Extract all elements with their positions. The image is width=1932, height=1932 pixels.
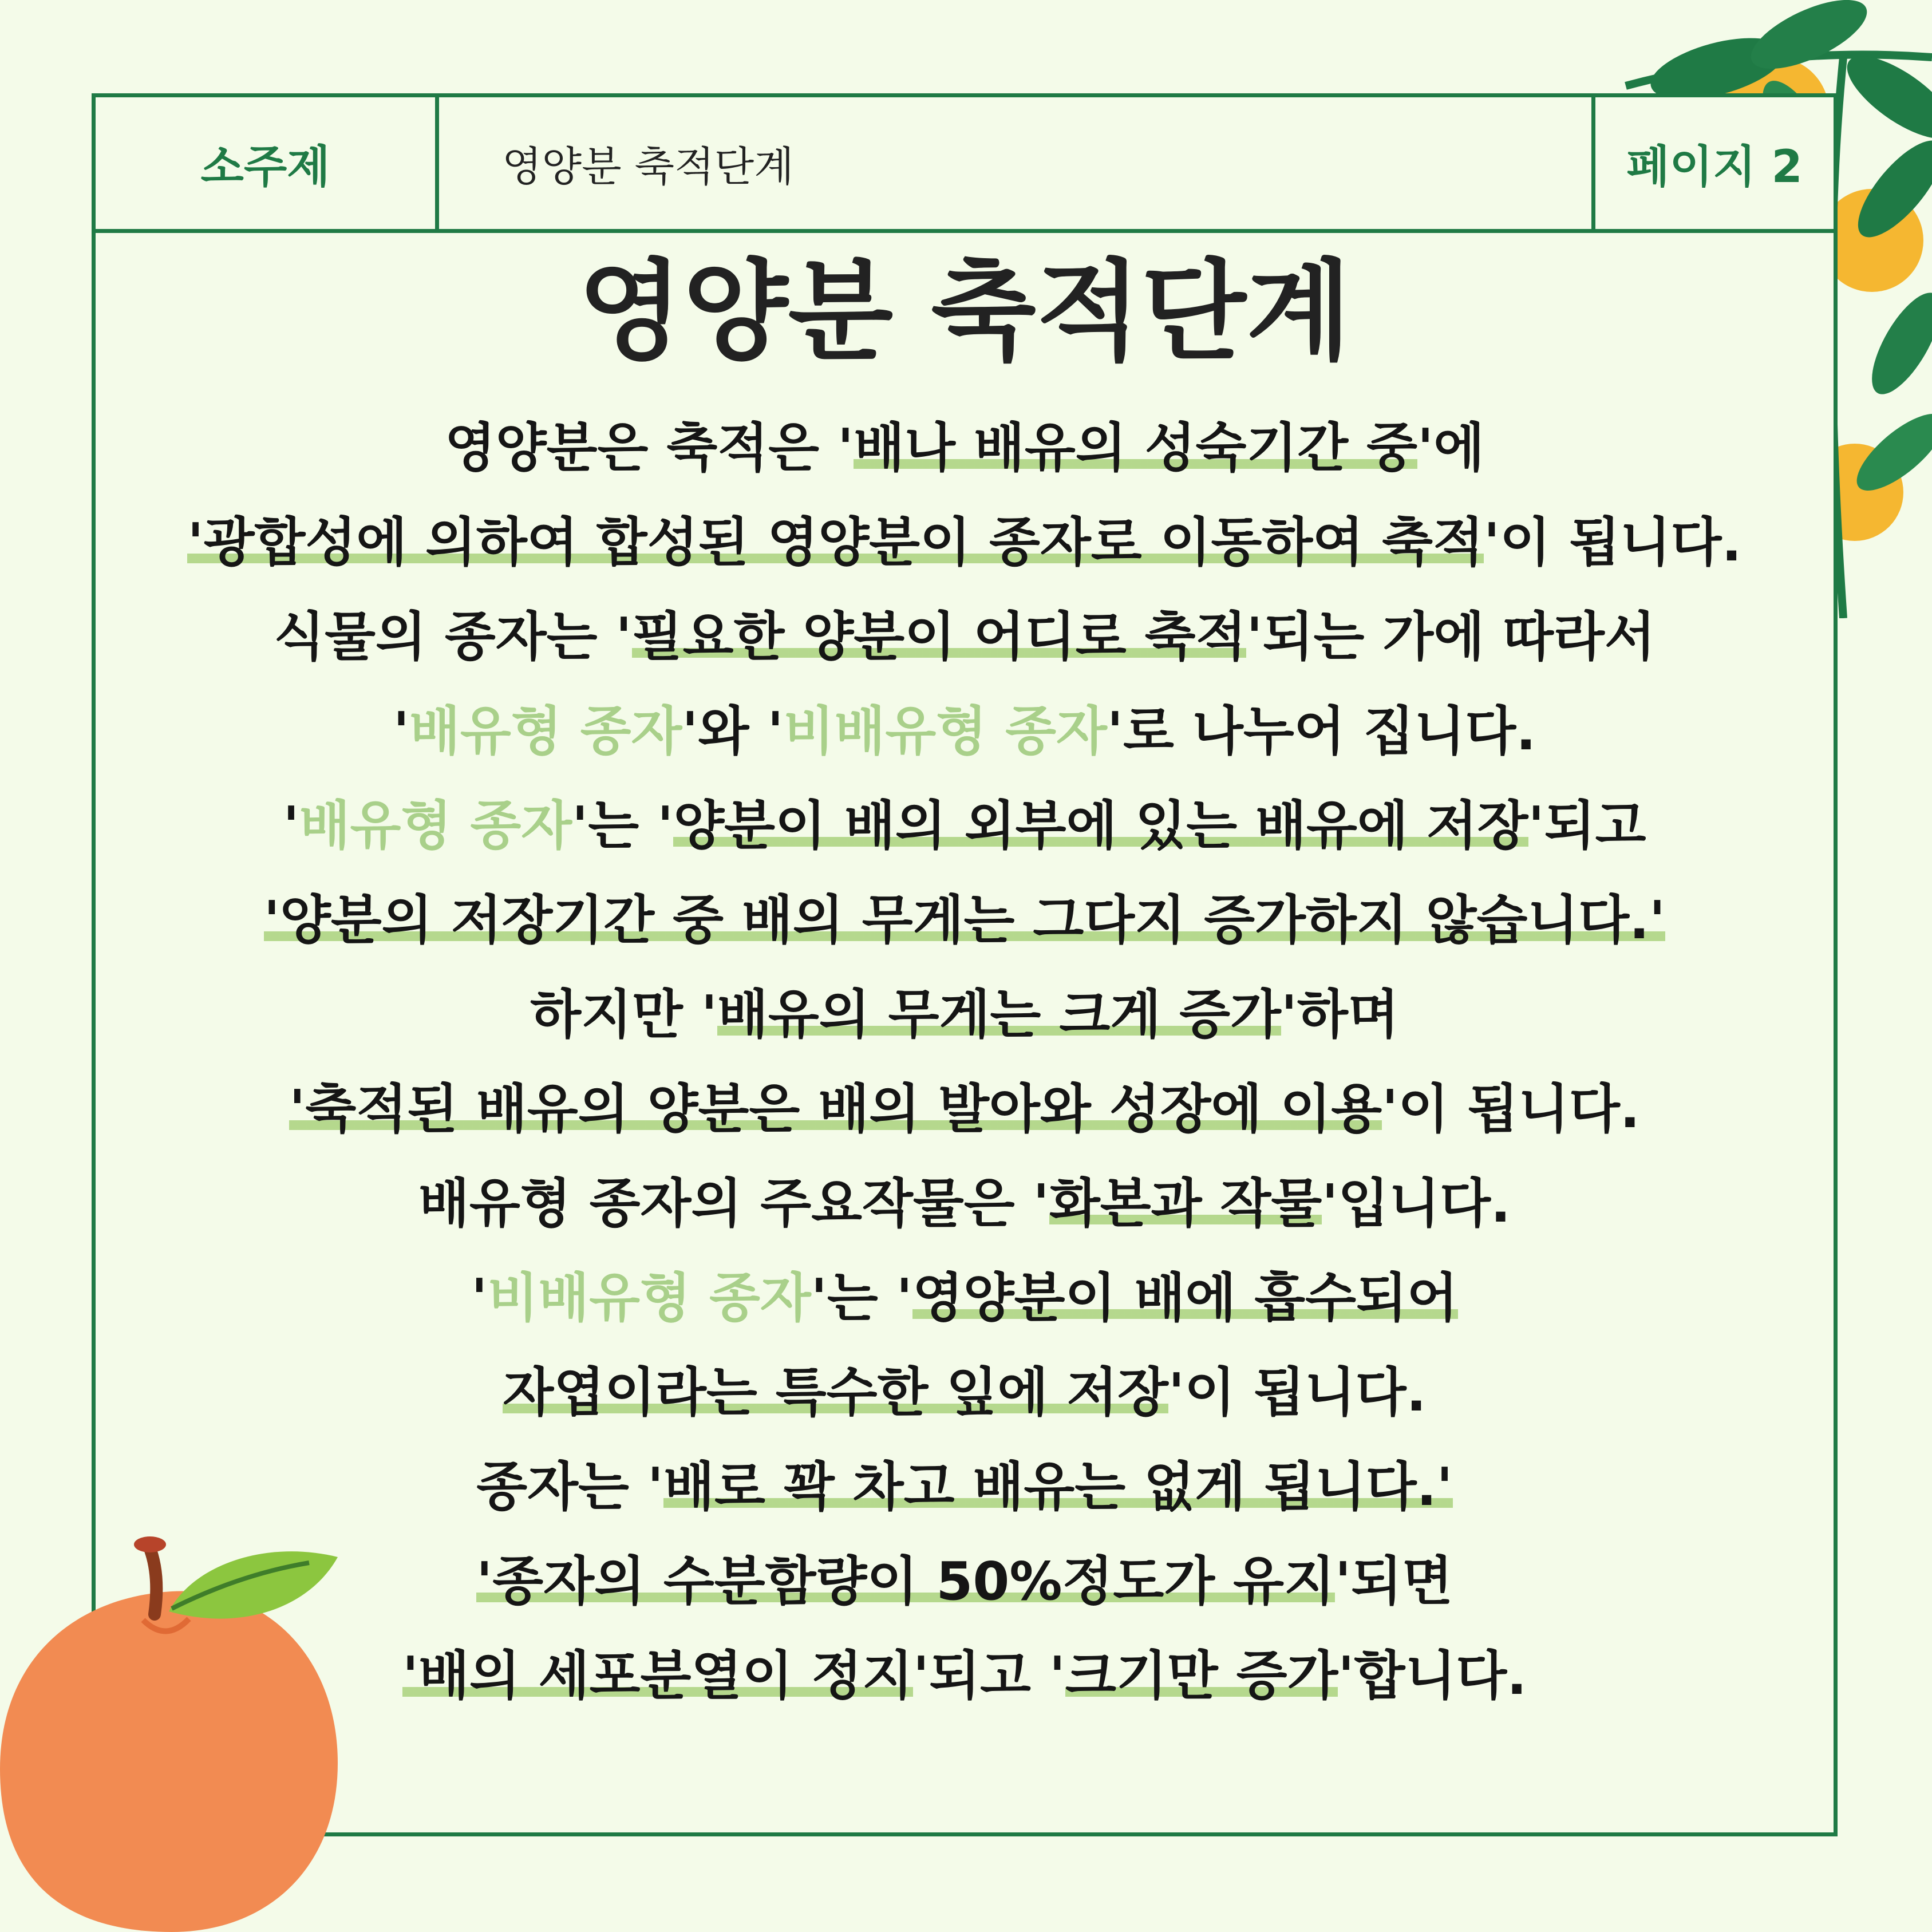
stem-icon — [149, 1546, 156, 1614]
orange-body-icon — [0, 1591, 338, 1932]
text-segment: '합니다. — [1338, 1645, 1527, 1706]
highlighted-text: 화본과 작물 — [1049, 1173, 1322, 1234]
text-segment: 종자는 ' — [476, 1456, 664, 1518]
text-segment: '이 됩니다. — [1483, 512, 1742, 573]
text-line — [96, 1251, 1834, 1345]
text-segment: '입니다. — [1322, 1173, 1511, 1234]
text-segment: 배유형 종자의 주요작물은 ' — [418, 1173, 1049, 1234]
text-segment: '로 나누어 집니다. — [1107, 701, 1536, 762]
text-line — [96, 401, 1834, 495]
text-segment: ' — [471, 1267, 488, 1329]
orange-fruit-decoration — [0, 1523, 349, 1932]
text-segment: ' — [393, 701, 409, 762]
text-line — [96, 495, 1834, 590]
text-line — [96, 779, 1834, 873]
text-line — [96, 1062, 1834, 1156]
text-segment: '는 ' — [811, 1267, 912, 1329]
content-frame — [92, 93, 1838, 1836]
header-bar — [96, 97, 1834, 233]
accent-term: 배유형 종자 — [409, 701, 682, 762]
text-line — [96, 1345, 1834, 1440]
text-line — [96, 1629, 1834, 1723]
text-line — [96, 1534, 1834, 1629]
accent-term: 배유형 종자 — [299, 795, 572, 856]
text-line — [96, 1440, 1834, 1534]
highlighted-text: 배로 꽉 차고 배유는 없게 됩니다.' — [663, 1456, 1453, 1518]
highlighted-text: 크기만 증가 — [1065, 1645, 1338, 1706]
header-topic: 영양분 축적단계 — [502, 143, 794, 191]
highlighted-text: '종자의 수분함량이 50%정도가 유지 — [476, 1551, 1335, 1612]
highlighted-text: '양분의 저장기간 중 배의 무게는 그다지 증가하지 않습니다.' — [263, 890, 1666, 951]
leaf-icon — [169, 1551, 338, 1618]
accent-term: 비배유형 종자 — [783, 701, 1107, 762]
highlighted-text: 영양분이 배에 흡수되어 — [912, 1267, 1458, 1329]
accent-term: 비배유형 종자 — [487, 1267, 811, 1329]
text-segment: '에 — [1417, 417, 1485, 479]
page-title: 영양분 축적단계 — [578, 248, 1352, 375]
header-label-cell — [96, 97, 439, 229]
header-page-cell — [1595, 97, 1834, 229]
text-segment: 하지만 ' — [530, 984, 718, 1045]
text-segment: '되는 가에 따라서 — [1246, 606, 1656, 667]
highlighted-text: 배나 배유의 성숙기간 중 — [854, 417, 1418, 479]
highlighted-text: '축적된 배유의 양분은 배의 발아와 성장에 이용 — [289, 1078, 1382, 1140]
text-segment: '되면 — [1334, 1551, 1453, 1612]
highlighted-text: 배유의 무게는 크게 증가 — [717, 984, 1281, 1045]
highlighted-text: 자엽이라는 특수한 잎에 저장 — [503, 1362, 1168, 1423]
page-number: 페이지 2 — [1626, 141, 1803, 193]
highlighted-text: '배의 세포분열이 정지 — [402, 1645, 913, 1706]
text-segment: '이 됩니다. — [1382, 1078, 1640, 1140]
text-segment: 식물의 종자는 ' — [274, 606, 632, 667]
highlighted-text: 양분이 배의 외부에 있는 배유에 저장 — [673, 795, 1528, 856]
text-line — [96, 684, 1834, 779]
body-text — [96, 401, 1834, 1723]
text-segment: 영양분은 축적은 ' — [444, 417, 854, 479]
text-segment: '와 ' — [682, 701, 784, 762]
text-segment: '되고 ' — [912, 1645, 1066, 1706]
text-line — [96, 873, 1834, 967]
highlighted-text: '광합성에 의하여 합성된 영양분이 종자로 이동하여 축적 — [187, 512, 1484, 573]
highlighted-text: 필요한 양분이 어디로 축적 — [631, 606, 1247, 667]
text-segment: '이 됩니다. — [1168, 1362, 1427, 1423]
text-line — [96, 1156, 1834, 1251]
text-segment: '되고 — [1528, 795, 1646, 856]
header-topic-cell — [439, 97, 1595, 229]
text-line — [96, 967, 1834, 1062]
text-segment: ' — [283, 795, 299, 856]
text-segment: '하며 — [1281, 984, 1399, 1045]
header-label: 소주제 — [200, 141, 330, 193]
text-line — [96, 590, 1834, 684]
text-segment: '는 ' — [572, 795, 674, 856]
